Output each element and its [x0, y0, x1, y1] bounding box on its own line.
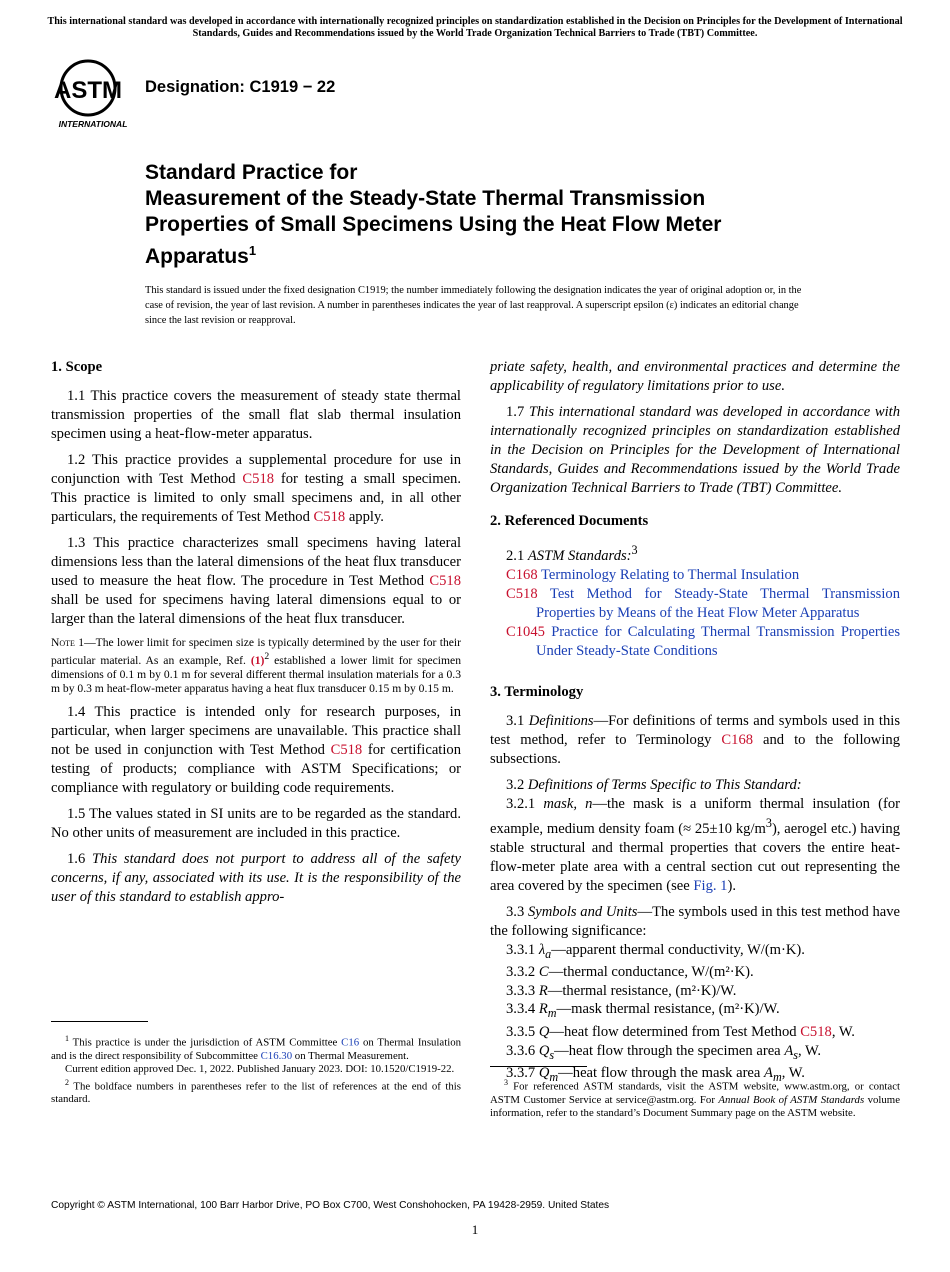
section-heading-referenced-documents: 2. Referenced Documents [490, 513, 649, 529]
section-heading-scope: 1. Scope [51, 359, 103, 375]
para-1-4: 1.4 This practice is intended only for research purposes, in particular, when larger specimens are unavailable. This practice shall not be used in conjunction with Test Method C518 for certification testing of products; compliance with ASTM Specifications; or compliance with regulatory or building code requirements. [51, 703, 461, 796]
logo-text: ASTM [54, 77, 122, 104]
ref-item[interactable]: C518 Test Method for Steady-State Thermal Transmission Properties by Means of the Heat Flow Meter Apparatus [506, 585, 900, 621]
symbol-item: 3.3.1 $\lambda_a—apparent$ thermal conductivity, W/(m·K). [506, 941, 805, 961]
para-3-1: 3.1 Definitions—For definitions of terms and symbols used in this test method, refer to Terminology C168 and to the following subsections. [490, 712, 900, 767]
note-1: Note 1—The lower limit for specimen size is typically determined by the user for their particular material. As an example, Ref. $(1)^2$ established a lower limit for specimen dimensions of 0.1 m by 0.1 m for several different thermal insulation materials for a 0.3 m by 0.3 m heat-flow-meter apparatus having a heat flux transducer 0.15 m by 0.15 m. [51, 636, 461, 695]
footnote-2-ref[interactable]: 2 [264, 651, 270, 662]
link-fig-1[interactable]: Fig. 1 [693, 877, 728, 894]
link-c518[interactable]: C518 [313, 509, 346, 525]
title-line-1: Standard Practice for [145, 161, 358, 184]
title-line-4: Apparatus$^1$ [145, 243, 257, 268]
para-1-5: 1.5 The values stated in SI units are to be regarded as the standard. No other units of measurement are included in this practice. [51, 805, 461, 841]
ref-item[interactable]: C168 Terminology Relating to Thermal Insulation [506, 566, 800, 583]
footnote-1-edition: Current edition approved Dec. 1, 2022. Published January 2023. DOI: 10.1520/C1919-22. [65, 1062, 455, 1075]
link-c518[interactable]: C518 [429, 573, 461, 589]
symbol-item: 3.3.2 C—thermal conductance, W/(m²·K). [506, 964, 754, 981]
right-column [490, 358, 900, 1087]
footnote-rule-right [490, 1066, 587, 1067]
symbol-item: 3.3.3 R—thermal resistance, (m²·K)/W. [506, 982, 737, 999]
symbol-item: 3.3.6 $Q_s—heat$ flow through the specimen area $A_s$, W. [506, 1042, 822, 1062]
page-number: 1 [471, 1222, 479, 1237]
link-c16[interactable]: C16 [341, 1036, 360, 1049]
section-heading-terminology: 3. Terminology [490, 683, 584, 700]
para-1-3: 1.3 This practice characterizes small specimens having lateral dimensions less than the lateral dimensions of the heat flux transducer used to measure the heat flow. The procedure in Test Method C518 shall be used for specimens having lateral dimensions equal to or larger than the lateral dimensions of the heat flux transducer. [51, 535, 461, 627]
para-3-3: 3.3 Symbols and Units—The symbols used in this test method have the following significance: [490, 903, 900, 939]
copyright-notice: Copyright © ASTM International, 100 Barr Harbor Drive, PO Box C700, West Conshohocken, PA 19428-2959. United States [51, 1200, 610, 1211]
issue-note: This standard is issued under the fixed designation C1919; the number immediately following the designation indicates the year of original adoption or, in the case of revision, the year of last revision. A number in parentheses indicates the year of last reapproval. A superscript epsilon (ε) indicates an editorial change since the last revision or reapproval. [145, 285, 802, 326]
title-line-3: Properties of Small Specimens Using the Heat Flow Meter [145, 213, 722, 236]
para-3-2-1: 3.2.1 mask, n—the mask is a uniform thermal insulation (for example, medium density foam (≈ 25±10 $kg/m^3$), aerogel etc.) having stable structural and thermal properties that covers the entire heat-flow-meter plate area with a central section cut out representing the area covered by the specimen (see Fig. 1). [490, 795, 900, 894]
top-compliance-note: This international standard was developed in accordance with internationally recognized principles on standardization established in the Decision on Principles for the Development of International Standards, Guides and Recommendations issued by the World Trade Organization Technical Barriers to Trade (TBT) Committee. [47, 16, 903, 39]
reference-1-link[interactable]: (1) [250, 653, 265, 667]
symbol-item: 3.3.4 $R_m—mask$ thermal resistance, (m²·K)/W. [506, 1001, 780, 1021]
footnote-rule-left [51, 1021, 148, 1022]
footnote-1: $^1$ This practice is under the jurisdiction of ASTM Committee C16 on Thermal Insulation and is the direct responsibility of Subcommittee C16.30 on Thermal Measurement. [51, 1034, 462, 1062]
para-1-2: 1.2 This practice provides a supplemental procedure for use in conjunction with Test Method C518 for testing a small specimen. This practice is limited to only small specimens and, in all other particulars, the requirements of Test Method C518 apply. [51, 452, 461, 525]
footnote-2: $^2$ The boldface numbers in parentheses refer to the list of references at the end of this standard. [51, 1077, 461, 1106]
link-c518[interactable]: C518 [330, 741, 363, 758]
ref-item[interactable]: C1045 Practice for Calculating Thermal Transmission Properties Under Steady-State Conditions [506, 623, 900, 659]
para-1-7: 1.7 This international standard was developed in accordance with internationally recognized principles on standardization established in the Decision on Principles for the Development of International Standards, Guides and Recommendations issued by the World Trade Organization Technical Barriers to Trade (TBT) Committee. [490, 404, 901, 496]
para-2-1: 2.1 ASTM Standards:$^3$ [506, 543, 638, 564]
link-c518[interactable]: C518 [242, 471, 275, 487]
footnotes-right [490, 1076, 900, 1120]
logo-subtext: INTERNATIONAL [58, 119, 128, 129]
astm-logo [52, 58, 134, 130]
left-column [51, 358, 461, 914]
link-c518[interactable]: C518 [800, 1023, 832, 1040]
link-c16-30[interactable]: C16.30 [260, 1049, 293, 1062]
title-line-2: Measurement of the Steady-State Thermal Transmission [145, 187, 706, 210]
para-3-2: 3.2 Definitions of Terms Specific to This Standard: [506, 776, 802, 793]
designation: Designation: C1919 − 22 [145, 78, 336, 96]
link-c168[interactable]: C168 [721, 731, 754, 748]
para-1-6-continued: priate safety, health, and environmental practices and determine the applicability of regulatory limitations prior to use. [490, 359, 900, 394]
para-1-6: 1.6 This standard does not purport to address all of the safety concerns, if any, associated with its use. It is the responsibility of the user of this standard to establish appro- [51, 850, 461, 905]
footnote-3-ref[interactable]: 3 [631, 543, 638, 557]
symbol-item: 3.3.7 $Q_m—heat$ flow through the mask area $A_m$, W. [506, 1065, 805, 1084]
title-footnote-ref[interactable]: 1 [248, 243, 257, 258]
document-title [145, 160, 845, 270]
para-1-1: 1.1 This practice covers the measurement of steady state thermal transmission properties of the small flat slab thermal insulation specimen using a heat-flow-meter apparatus. [51, 388, 461, 442]
footnotes-left [51, 1032, 461, 1106]
symbol-item: 3.3.5 Q—heat flow determined from Test Method C518, W. [506, 1023, 855, 1040]
footnote-3: $^3$ For referenced ASTM standards, visit the ASTM website, www.astm.org, or contact ASTM Customer Service at service@astm.org. For Annual Book of ASTM Standards volume information, refer to the standard’s Document Summary page on the ASTM website. [490, 1078, 900, 1119]
